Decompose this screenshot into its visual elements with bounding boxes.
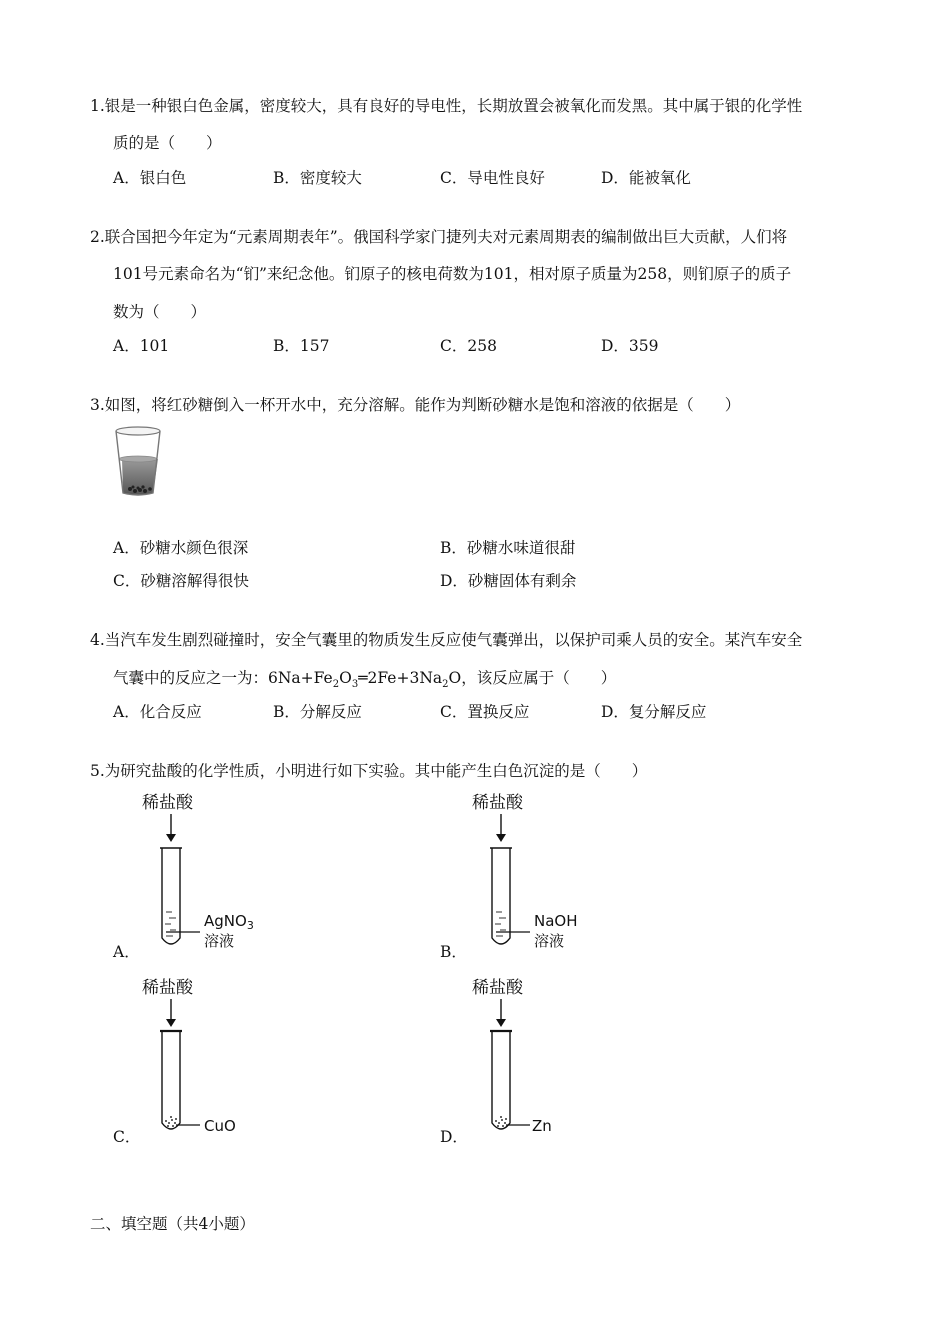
q2-option-c: C．258 — [440, 337, 497, 355]
test-tube-c-figure — [138, 975, 268, 1145]
q5-line1: 5.为研究盐酸的化学性质，小明进行如下实验。其中能产生白色沉淀的是（ ） — [90, 762, 648, 780]
sugar-water-cup-figure — [112, 425, 164, 499]
q2-line2: 101号元素命名为“钔”来纪念他。钔原子的核电荷数为101，相对原子质量为258，则钔原子的质子 — [113, 265, 792, 283]
q3-option-d: D．砂糖固体有剩余 — [440, 572, 577, 590]
q2-line3: 数为（ ） — [113, 303, 207, 321]
test-tube-a-figure — [138, 790, 268, 960]
q3-line1: 3.如图，将红砂糖倒入一杯开水中，充分溶解。能作为判断砂糖水是饱和溶液的依据是（ ） — [90, 396, 741, 414]
q5-option-a: A． — [113, 943, 140, 961]
test-tube-b-figure — [468, 790, 598, 960]
svg-text:溶液: 溶液 — [534, 932, 565, 950]
svg-text:CuO: CuO — [204, 1117, 236, 1135]
q1-line2: 质的是（ ） — [113, 134, 222, 152]
acid-label-c: 稀盐酸 — [142, 978, 193, 998]
svg-text:Zn: Zn — [532, 1117, 552, 1135]
q4-option-b: B．分解反应 — [273, 703, 362, 721]
q3-option-c: C．砂糖溶解得很快 — [113, 572, 249, 590]
svg-text:AgNO3: AgNO$_3$ — [204, 912, 254, 932]
q4-option-c: C．置换反应 — [440, 703, 530, 721]
q2-line1: 2.联合国把今年定为“元素周期表年”。俄国科学家门捷列夫对元素周期表的编制做出巨大贡献，人们将 — [90, 228, 788, 246]
q4-line1: 4.当汽车发生剧烈碰撞时，安全气囊里的物质发生反应使气囊弹出，以保护司乘人员的安全。某汽车安全 — [90, 631, 803, 649]
q4-option-a: A．化合反应 — [113, 703, 202, 721]
q1-option-c: C．导电性良好 — [440, 169, 545, 187]
svg-text:NaOH: NaOH — [534, 912, 578, 930]
q1-option-d: D．能被氧化 — [601, 169, 691, 187]
q1-option-b: B．密度较大 — [273, 169, 362, 187]
svg-text:溶液: 溶液 — [204, 932, 235, 950]
test-tube-d-figure — [468, 975, 598, 1145]
q4-line2: 气囊中的反应之一为：$6Na+Fe_2O_3═2Fe+3Na_2O$，该反应属于（ ） — [113, 669, 617, 691]
q5-option-c: C． — [113, 1128, 141, 1146]
q2-option-d: D．359 — [601, 337, 659, 355]
q1-line1: 1.银是一种银白色金属，密度较大，具有良好的导电性，长期放置会被氧化而发黑。其中属于银的化学性 — [90, 97, 803, 115]
q5-option-b: B． — [440, 943, 467, 961]
q2-option-a: A．101 — [113, 337, 170, 355]
q3-option-a: A．砂糖水颜色很深 — [113, 539, 249, 557]
acid-label-d: 稀盐酸 — [472, 978, 523, 998]
q4-option-d: D．复分解反应 — [601, 703, 707, 721]
q5-option-d: D． — [440, 1128, 468, 1146]
acid-label-a: 稀盐酸 — [142, 793, 193, 813]
section-2-heading: 二、填空题（共4小题） — [90, 1215, 255, 1233]
acid-label-b: 稀盐酸 — [472, 793, 523, 813]
q2-option-b: B．157 — [273, 337, 330, 355]
q3-option-b: B．砂糖水味道很甜 — [440, 539, 576, 557]
q1-option-a: A．银白色 — [113, 169, 187, 187]
